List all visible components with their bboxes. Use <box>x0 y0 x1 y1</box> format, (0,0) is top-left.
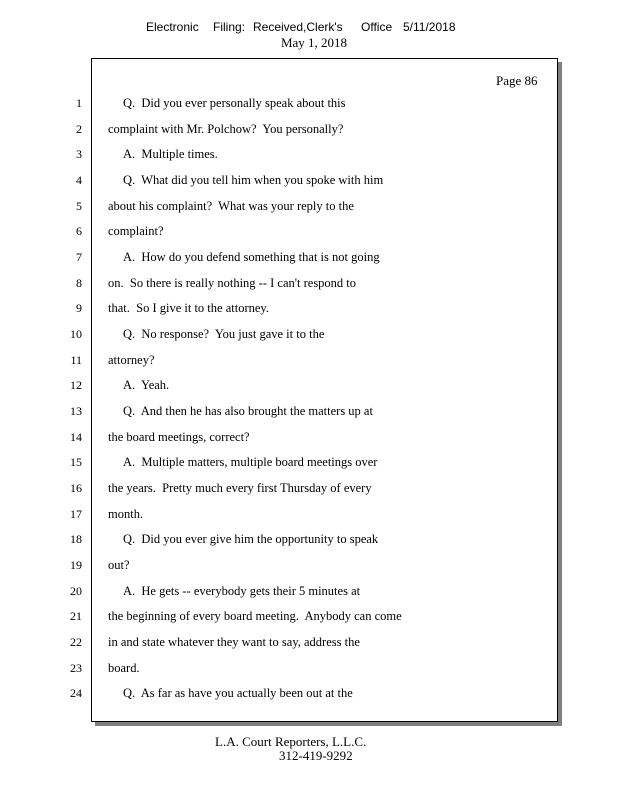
line-number: 12 <box>70 378 82 392</box>
transcript-line: Q. Did you ever personally speak about this <box>123 96 346 110</box>
line-number: 13 <box>70 404 82 418</box>
transcript-line: month. <box>108 507 144 521</box>
transcript-line: the years. Pretty much every first Thursday of every <box>108 481 372 495</box>
line-number: 23 <box>70 661 82 675</box>
filing-date: 5/11/2018 <box>403 20 456 34</box>
filing-word-office: Office <box>361 20 393 34</box>
transcript-line: complaint with Mr. Polchow? You personally? <box>108 122 344 136</box>
transcript-line: the board meetings, correct? <box>108 430 250 444</box>
transcript-line: A. How do you defend something that is not going <box>123 250 380 264</box>
transcript-line: complaint? <box>108 224 164 238</box>
transcript-line: Q. Did you ever give him the opportunity to speak <box>123 532 379 546</box>
line-number: 5 <box>76 199 82 213</box>
transcript-line: the beginning of every board meeting. Anybody can come <box>108 609 402 623</box>
line-number: 15 <box>70 455 82 469</box>
line-number: 6 <box>76 224 82 238</box>
line-number: 4 <box>76 173 82 187</box>
filing-word-received: Received,Clerk's <box>253 20 343 34</box>
transcript-line: A. Multiple times. <box>123 147 218 161</box>
line-number: 20 <box>70 584 82 598</box>
line-number: 2 <box>76 122 82 136</box>
transcript-line: A. Yeah. <box>123 378 170 392</box>
line-number: 7 <box>76 250 82 264</box>
filing-word-electronic: Electronic <box>146 20 199 34</box>
line-number: 14 <box>70 430 82 444</box>
filing-word-filing: Filing: <box>213 20 246 34</box>
transcript-line: A. He gets -- everybody gets their 5 minutes at <box>123 584 361 598</box>
transcript-line: out? <box>108 558 130 572</box>
transcript-line: board. <box>108 661 140 675</box>
transcript-line: Q. What did you tell him when you spoke with him <box>123 173 384 187</box>
transcript-line: about his complaint? What was your reply to the <box>108 199 354 213</box>
reporter-company: L.A. Court Reporters, L.L.C. <box>215 734 367 749</box>
line-number: 9 <box>76 301 82 315</box>
line-number: 21 <box>70 609 82 623</box>
filing-header <box>0 20 618 60</box>
line-number: 22 <box>70 635 82 649</box>
reporter-phone: 312-419-9292 <box>279 748 353 763</box>
line-number: 11 <box>70 353 82 367</box>
line-number: 24 <box>70 686 82 700</box>
line-number: 8 <box>76 276 82 290</box>
transcript-line: on. So there is really nothing -- I can't respond to <box>108 276 357 290</box>
transcript-line: A. Multiple matters, multiple board meetings over <box>123 455 378 469</box>
transcript-line: Q. No response? You just gave it to the <box>123 327 325 341</box>
transcript-line: attorney? <box>108 353 155 367</box>
transcript-line: Q. As far as have you actually been out at the <box>123 686 353 700</box>
page-number: Page 86 <box>496 73 538 88</box>
line-number: 19 <box>70 558 82 572</box>
line-number: 16 <box>70 481 82 495</box>
line-number: 10 <box>70 327 82 341</box>
transcript-line: Q. And then he has also brought the matters up at <box>123 404 373 418</box>
transcript-date: May 1, 2018 <box>280 35 348 50</box>
transcript-line: in and state whatever they want to say, address the <box>108 635 360 649</box>
transcript-line: that. So I give it to the attorney. <box>108 301 269 315</box>
line-number: 1 <box>76 96 82 110</box>
line-number: 17 <box>70 507 82 521</box>
line-number: 18 <box>70 532 82 546</box>
line-number: 3 <box>76 147 82 161</box>
